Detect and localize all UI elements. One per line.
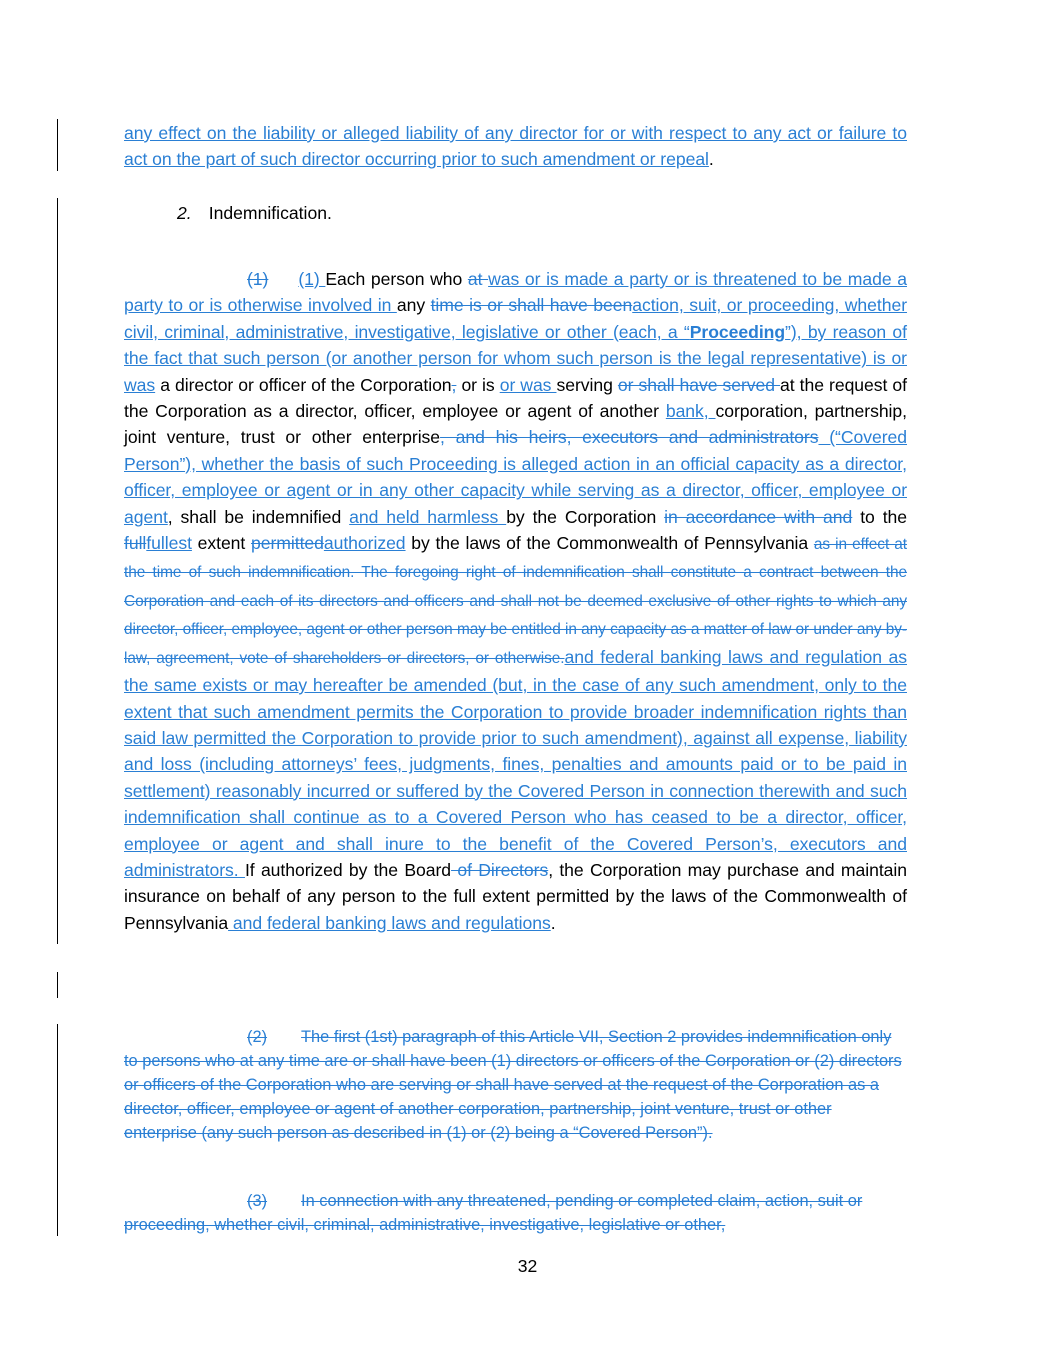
change-bar xyxy=(57,972,58,998)
paragraph-1: (1) (1) Each person who at was or is made a party or is threatened to be made a party to or is otherwise involved in any time is or shall have beenaction, suit, or proceeding, whether civil, criminal, administrative, investigative, legislative or other (each, a “Proceeding”), by reason of the fact that such person (or another person for whom such person is the legal representative) is or was a director or officer of the Corporation, or is or was serving or shall have served at the request of the Corporation as a director, officer, employee or agent of another bank, corporation, partnership, joint venture, trust or other enterprise, and his heirs, executors and administrators (“Covered Person”), whether the basis of such Proceeding is alleged action in an official capacity as a director, officer, employee or agent or in any other capacity while serving as a director, officer, employee or agent, shall be indemnified and held harmless by the Corporation in accordance with and to the fullfullest extent permittedauthorized by the laws of the Commonwealth of Pennsylvania as in effect at the time of such indemnification. The foregoing right of indemnification shall constitute a contract between the Corporation and each of its directors and officers and shall not be deemed exclusive of other rights to which any director, officer, employee, agent or other person may be entitled in any capacity as a matter of law or under any by-law, agreement, vote of shareholders or directors, or otherwise.and federal banking laws and regulation as the same exists or may hereafter be amended (but, in the case of any such amendment, only to the extent that such amendment permits the Corporation to provide broader indemnification rights than said law permitted the Corporation to provide prior to such amendment), against all expense, liability and loss (including attorneys’ fees, judgments, fines, penalties and amounts paid or to be paid in settlement) reasonably incurred or suffered by the Covered Person in connection therewith and such indemnification shall continue as to a Covered Person who has ceased to be a director, officer, employee or agent and shall inure to the benefit of the Covered Person’s, executors and administrators. If authorized by the Board of Directors, the Corporation may purchase and maintain insurance on behalf of any person to the full extent permitted by the laws of the Commonwealth of Pennsylvania and federal banking laws and regulations. xyxy=(124,269,908,933)
section-heading xyxy=(177,200,332,226)
section-number: 2. xyxy=(177,203,192,223)
continuation-paragraph: any effect on the liability or alleged liability of any director for or with respect to any act or failure to act on the part of such director occurring prior to such amendment or repeal. xyxy=(124,123,907,170)
change-bar xyxy=(57,1024,58,1236)
change-bar xyxy=(57,119,58,171)
section-title: Indemnification. xyxy=(208,203,332,223)
paragraph-3: (3) In connection with any threatened, pending or completed claim, action, suit or proceeding, whether civil, criminal, administrative, investigative, legislative or other, xyxy=(124,1192,863,1235)
change-bar xyxy=(57,198,58,944)
paragraph-2: (2) The first (1st) paragraph of this Article VII, Section 2 provides indemnification only to persons who at any time are or shall have been (1) directors or officers of the Corporation or (2) directors or officers of the Corporation who are serving or shall have served at the request of the Corporation as a director, officer, employee or agent of another corporation, partnership, joint venture, trust or other enterprise (any such person as described in (1) or (2) being a “Covered Person”). xyxy=(124,1028,902,1143)
page-number: 32 xyxy=(517,1256,538,1276)
